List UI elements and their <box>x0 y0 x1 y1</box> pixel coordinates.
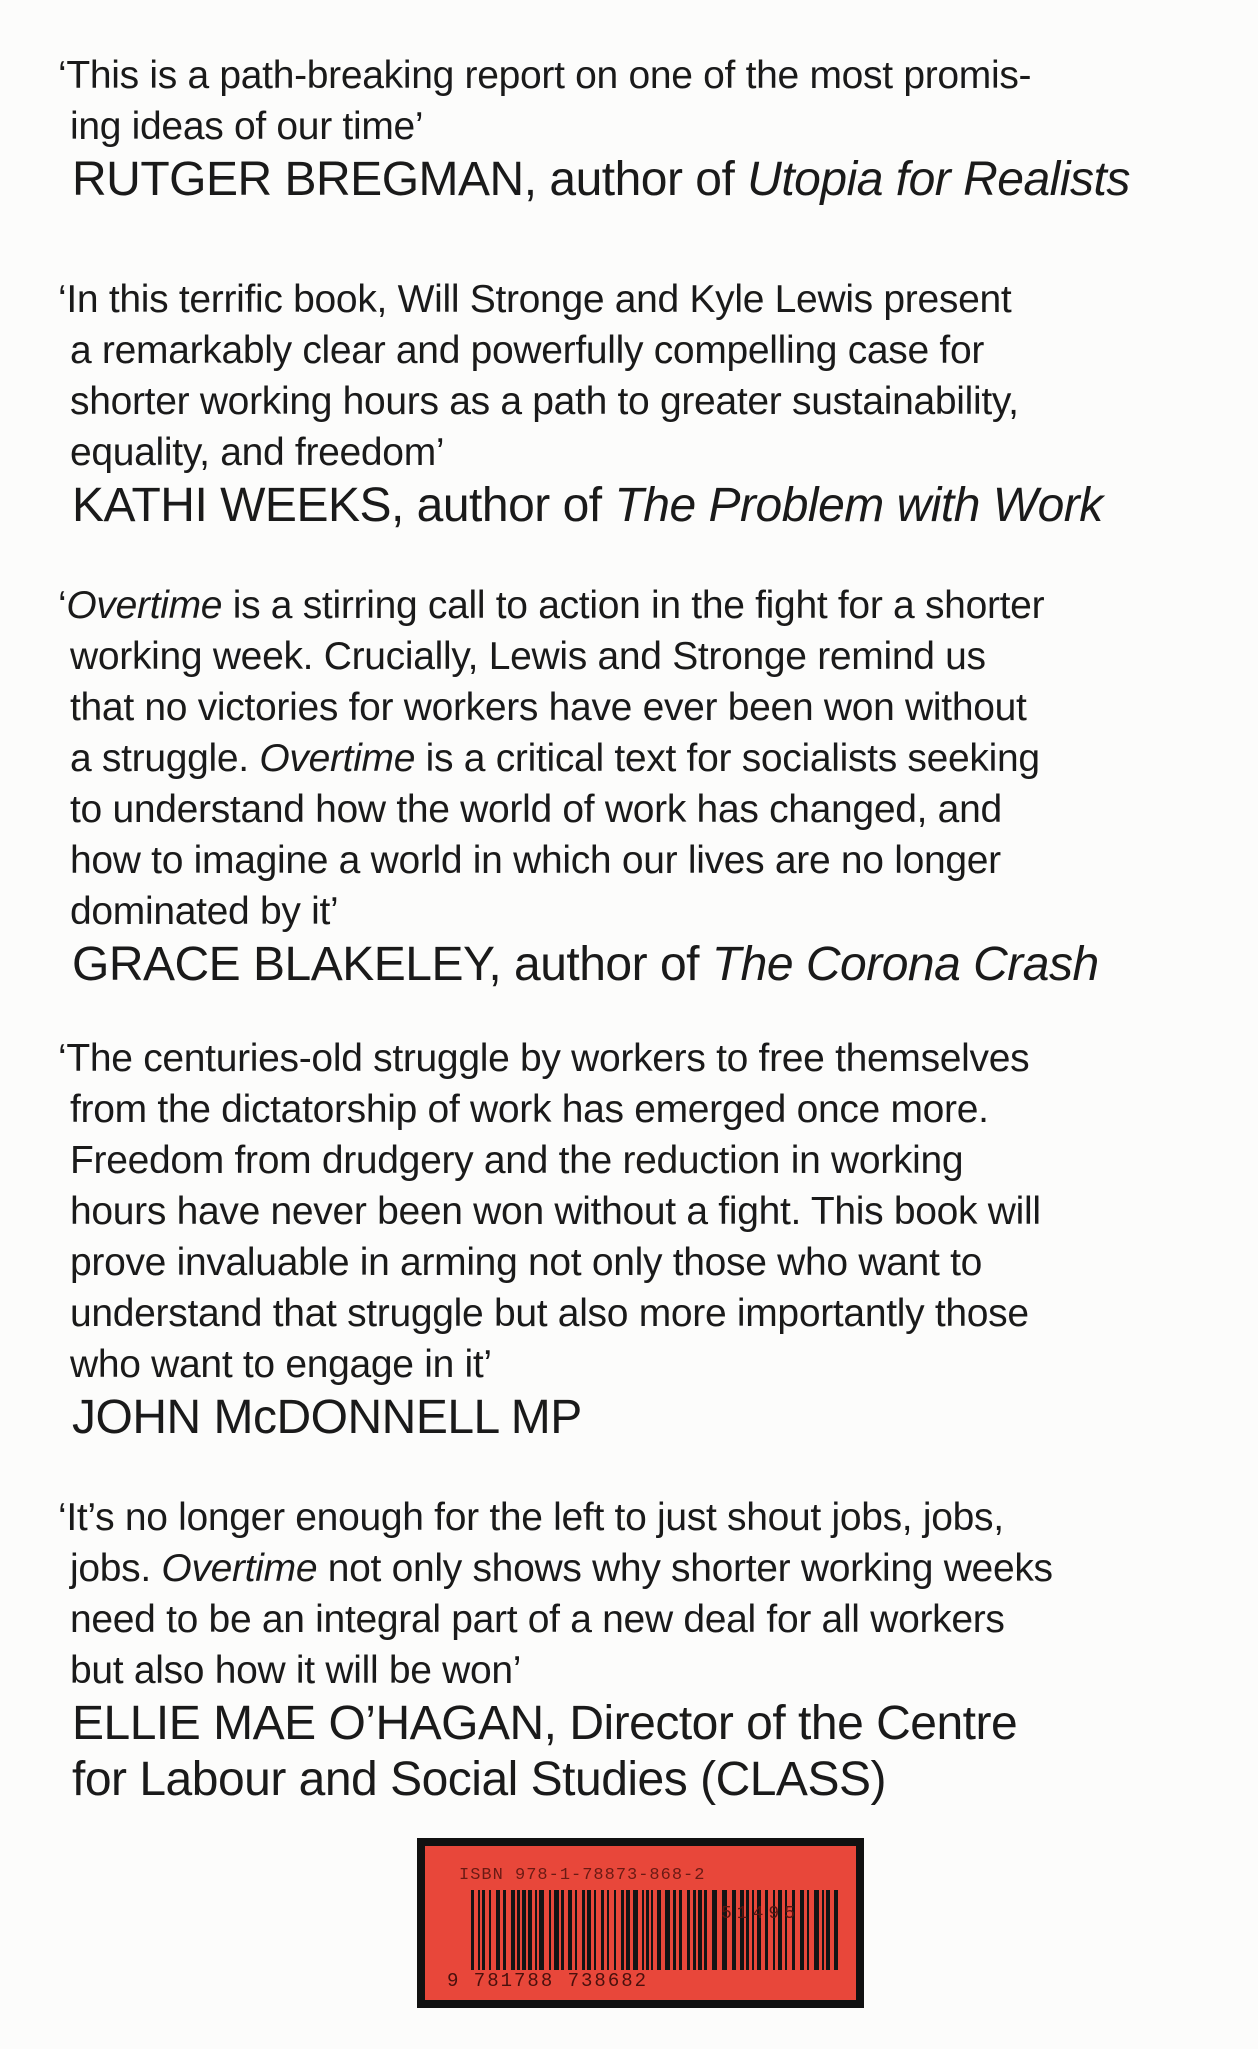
blurb-attribution <box>58 478 1208 534</box>
isbn-number: ISBN 978-1-78873-868-2 <box>459 1866 706 1885</box>
text-segment: ‘In this terrific book, Will Stronge and Kyle Lewis present <box>58 278 1012 321</box>
barcode-bar <box>549 1890 551 1970</box>
barcode-bar <box>693 1890 696 1970</box>
blurb-ohagan <box>58 1492 1208 1808</box>
barcode-bar <box>800 1890 804 1970</box>
text-line <box>58 325 1208 376</box>
text-segment: equality, and freedom’ <box>70 431 445 474</box>
barcode-bar <box>594 1890 596 1970</box>
book-title: Utopia for Realists <box>747 153 1130 206</box>
blurb-quote <box>58 1492 1208 1696</box>
blurb-mcdonnell <box>58 1033 1208 1446</box>
barcode-bar <box>757 1890 761 1970</box>
book-title: The Problem with Work <box>614 479 1103 532</box>
barcode-bar <box>778 1890 782 1970</box>
blurb-quote <box>58 580 1208 937</box>
text-line <box>72 937 1208 993</box>
text-segment: not only shows why shorter working weeks <box>317 1547 1053 1590</box>
barcode-bar <box>642 1890 644 1970</box>
blurb-quote <box>58 50 1208 152</box>
barcode-bar <box>765 1890 768 1970</box>
barcode-bar <box>621 1890 624 1970</box>
barcode-bar <box>601 1890 604 1970</box>
text-line <box>58 50 1208 101</box>
price-code: 51495 <box>721 1904 801 1924</box>
blurb-attribution <box>58 152 1208 208</box>
barcode-bar <box>517 1890 520 1970</box>
barcode-bar <box>489 1890 491 1970</box>
text-segment: jobs. <box>70 1547 162 1590</box>
blurb-attribution <box>58 1390 1208 1446</box>
text-segment: is a stirring call to action in the fight for a shorter <box>222 584 1045 627</box>
barcode-bar <box>698 1890 702 1970</box>
barcode-bar <box>792 1890 795 1970</box>
barcode-bar <box>503 1890 506 1970</box>
barcode-bar <box>704 1890 707 1970</box>
text-segment: RUTGER BREGMAN, author of <box>72 153 748 206</box>
text-line <box>58 784 1208 835</box>
text-line <box>72 1752 1208 1808</box>
barcode-bar <box>679 1890 682 1970</box>
text-line <box>58 886 1208 937</box>
text-segment: that no victories for workers have ever been won without <box>70 686 1027 729</box>
text-segment: shorter working hours as a path to greater sustainability, <box>70 380 1019 423</box>
text-line <box>58 1543 1208 1594</box>
barcode-bar <box>752 1890 754 1970</box>
text-line <box>58 1186 1208 1237</box>
barcode-bar <box>582 1890 585 1970</box>
barcode-bar <box>478 1890 480 1970</box>
book-title: Overtime <box>259 737 416 780</box>
barcode-bar <box>665 1890 670 1970</box>
barcode-bar <box>673 1890 676 1970</box>
text-segment: ‘ <box>58 584 67 627</box>
blurb-weeks <box>58 274 1208 534</box>
barcode-bar <box>482 1890 485 1970</box>
text-line <box>58 274 1208 325</box>
text-line <box>58 1645 1208 1696</box>
text-segment: prove invaluable in arming not only those who want to <box>70 1241 982 1284</box>
barcode-bar <box>807 1890 809 1970</box>
text-segment: need to be an integral part of a new deal for all workers <box>70 1598 1005 1641</box>
text-line <box>72 152 1208 208</box>
barcode-bar <box>732 1890 736 1970</box>
text-line <box>58 1594 1208 1645</box>
text-segment: a struggle. <box>70 737 260 780</box>
barcode-label <box>417 1838 864 2008</box>
text-segment: ‘It’s no longer enough for the left to just shout jobs, jobs, <box>58 1496 1004 1539</box>
text-line <box>72 1390 1208 1446</box>
text-line <box>58 1135 1208 1186</box>
text-line <box>58 1288 1208 1339</box>
barcode-bar <box>712 1890 717 1970</box>
barcode-bar <box>814 1890 819 1970</box>
barcode-bar <box>646 1890 649 1970</box>
barcode-bar <box>687 1890 690 1970</box>
text-segment: to understand how the world of work has changed, and <box>70 788 1002 831</box>
text-segment: for Labour and Social Studies (CLASS) <box>72 1753 886 1806</box>
text-segment: understand that struggle but also more importantly those <box>70 1292 1029 1335</box>
text-line <box>58 682 1208 733</box>
barcode-bar <box>834 1890 838 1970</box>
text-line <box>58 101 1208 152</box>
book-title: The Corona Crash <box>711 938 1099 991</box>
text-line <box>72 478 1208 534</box>
barcode-bar <box>561 1890 564 1970</box>
text-line <box>58 376 1208 427</box>
text-line <box>58 733 1208 784</box>
barcode-bar <box>471 1890 474 1970</box>
barcode-bar <box>746 1890 749 1970</box>
book-title: Overtime <box>66 584 223 627</box>
text-segment: hours have never been won without a fight. This book will <box>70 1190 1041 1233</box>
blurb-quote <box>58 274 1208 478</box>
barcode-bar <box>535 1890 537 1970</box>
barcode-bar <box>607 1890 609 1970</box>
barcode-bar <box>522 1890 526 1970</box>
text-segment: ‘This is a path-breaking report on one of the most promis- <box>58 54 1032 97</box>
text-line <box>58 631 1208 682</box>
text-segment: working week. Crucially, Lewis and Stronge remind us <box>70 635 986 678</box>
text-segment: how to imagine a world in which our lives are no longer <box>70 839 1001 882</box>
barcode-bar <box>657 1890 661 1970</box>
barcode-bar <box>587 1890 591 1970</box>
barcode-bar <box>822 1890 824 1970</box>
barcode-bar <box>826 1890 830 1970</box>
barcode-bar <box>633 1890 638 1970</box>
text-line <box>58 580 1208 631</box>
text-segment: is a critical text for socialists seeking <box>415 737 1040 780</box>
text-segment: JOHN McDONNELL MP <box>72 1391 582 1444</box>
text-segment: ELLIE MAE O’HAGAN, Director of the Centre <box>72 1697 1018 1750</box>
blurb-bregman <box>58 50 1208 208</box>
ean-digits: 9 781788 738682 <box>447 1970 649 1992</box>
barcode-bar <box>554 1890 559 1970</box>
text-line <box>58 1492 1208 1543</box>
text-segment: ing ideas of our time’ <box>70 105 424 148</box>
text-segment: but also how it will be won’ <box>70 1649 522 1692</box>
text-line <box>58 1339 1208 1390</box>
text-line <box>58 1237 1208 1288</box>
barcode-bar <box>511 1890 515 1970</box>
text-line <box>72 1696 1208 1752</box>
text-segment: Freedom from drudgery and the reduction in working <box>70 1139 964 1182</box>
text-segment: a remarkably clear and powerfully compelling case for <box>70 329 985 372</box>
blurb-quote <box>58 1033 1208 1390</box>
text-line <box>58 1033 1208 1084</box>
barcode-bar <box>568 1890 572 1970</box>
barcode-bar <box>626 1890 630 1970</box>
barcode-bar <box>740 1890 744 1970</box>
barcode-bar <box>651 1890 653 1970</box>
text-segment: GRACE BLAKELEY, author of <box>72 938 712 991</box>
barcode-bar <box>773 1890 775 1970</box>
barcode-bar <box>528 1890 532 1970</box>
barcode-bar <box>722 1890 727 1970</box>
book-title: Overtime <box>161 1547 318 1590</box>
barcode-bar <box>785 1890 787 1970</box>
blurb-blakeley <box>58 580 1208 993</box>
text-line <box>58 835 1208 886</box>
barcode-bar <box>614 1890 616 1970</box>
text-line <box>58 1084 1208 1135</box>
text-segment: from the dictatorship of work has emerged once more. <box>70 1088 989 1131</box>
blurb-attribution <box>58 1696 1208 1808</box>
barcode-bar <box>575 1890 577 1970</box>
text-segment: who want to engage in it’ <box>70 1343 492 1386</box>
blurb-attribution <box>58 937 1208 993</box>
text-line <box>58 427 1208 478</box>
barcode-bar <box>539 1890 544 1970</box>
text-segment: ‘The centuries-old struggle by workers to free themselves <box>58 1037 1030 1080</box>
barcode-bar <box>496 1890 500 1970</box>
text-segment: dominated by it’ <box>70 890 339 933</box>
text-segment: KATHI WEEKS, author of <box>72 479 615 532</box>
